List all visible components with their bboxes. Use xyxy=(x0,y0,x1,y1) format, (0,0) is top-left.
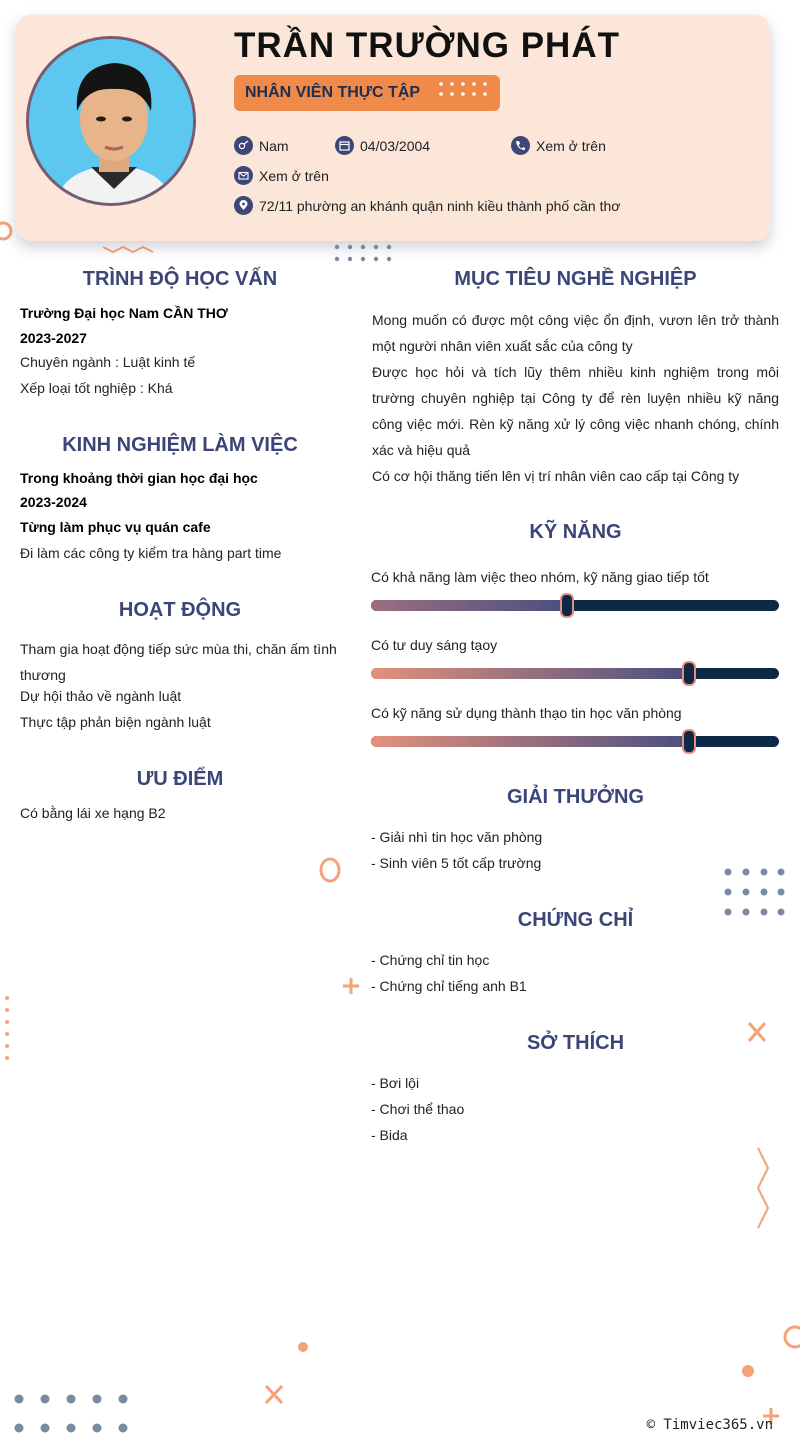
email-row xyxy=(234,166,329,185)
strengths-item: Có bằng lái xe hạng B2 xyxy=(20,805,166,821)
birthday-row xyxy=(335,136,430,155)
education-years: 2023-2027 xyxy=(20,330,87,346)
avatar xyxy=(29,39,196,206)
phone-icon xyxy=(511,136,530,155)
experience-period: Trong khoảng thời gian học đại học xyxy=(20,470,258,486)
experience-years: 2023-2024 xyxy=(20,494,87,510)
objective-paragraph: Mong muốn có được một công việc ổn định, vươn lên trở thành một người nhân viên xuất sắc của công ty xyxy=(372,312,779,354)
objective-paragraph: Được học hỏi và tích lũy thêm nhiều kinh nghiệm trong môi trường chuyên nghiệp tại Công ty để rèn luyện nhiều kỹ năng công việc mới. Rèn kỹ năng xử lý công việc nhanh chóng, chính xác và hiệu quả xyxy=(372,364,779,458)
activities-item: Dự hội thảo về ngành luật xyxy=(20,688,182,704)
birthday-value: 04/03/2004 xyxy=(360,137,431,154)
hobbies-item: - Bơi lội xyxy=(371,1075,420,1091)
activities-item: Tham gia hoạt động tiếp sức mùa thi, chăn ấm tình thương xyxy=(20,641,337,683)
skill-label: Có khả năng làm việc theo nhóm, kỹ năng giao tiếp tốt xyxy=(371,569,709,585)
strengths-title: ƯU ĐIỂM xyxy=(136,768,224,790)
address-row xyxy=(234,196,620,215)
position-title: NHÂN VIÊN THỰC TẬP xyxy=(245,84,421,101)
certificates-item: - Chứng chỉ tiếng anh B1 xyxy=(371,978,527,994)
address-value: 72/11 phường an khánh quận ninh kiều thành phố cần thơ xyxy=(259,197,621,214)
skill-fill xyxy=(371,736,689,747)
experience-role: Từng làm phục vụ quán cafe xyxy=(20,519,211,535)
gender-value: Nam xyxy=(259,137,289,154)
email-icon xyxy=(234,166,253,185)
skill-bar xyxy=(371,668,779,679)
awards-item: - Sinh viên 5 tốt cấp trường xyxy=(371,855,542,871)
skill-bar xyxy=(371,600,779,611)
experience-description: Đi làm các công ty kiểm tra hàng part time xyxy=(20,545,282,561)
gender-row xyxy=(234,136,289,155)
skill-fill xyxy=(371,668,689,679)
gender-icon xyxy=(234,136,253,155)
certificates-title: CHỨNG CHỈ xyxy=(517,909,634,931)
skill-knob xyxy=(682,729,696,754)
profile-photo xyxy=(26,36,196,206)
skill-label: Có tư duy sáng tạoy xyxy=(371,637,498,653)
phone-row xyxy=(511,136,606,155)
footer-credit: © Timviec365.vn xyxy=(646,1417,773,1433)
awards-item: - Giải nhì tin học văn phòng xyxy=(371,829,543,845)
objective-paragraph: Có cơ hội thăng tiến lên vị trí nhân viên cao cấp tại Công ty xyxy=(372,468,740,484)
education-title: TRÌNH ĐỘ HỌC VẤN xyxy=(82,268,278,290)
skills-title: KỸ NĂNG xyxy=(529,521,622,543)
position-badge xyxy=(234,75,500,111)
skill-knob xyxy=(560,593,574,618)
education-major: Chuyên ngành : Luật kinh tế xyxy=(20,354,196,370)
skill-label: Có kỹ năng sử dụng thành thạo tin học văn phòng xyxy=(371,705,682,721)
skill-bar xyxy=(371,736,779,747)
phone-value: Xem ở trên xyxy=(536,137,606,154)
activities-item: Thực tập phản biện ngành luật xyxy=(20,714,211,730)
education-school: Trường Đại học Nam CẦN THƠ xyxy=(20,305,228,321)
experience-title: KINH NGHIỆM LÀM VIỆC xyxy=(62,434,298,456)
dots-decoration xyxy=(438,81,492,99)
objective-title: MỤC TIÊU NGHỀ NGHIỆP xyxy=(454,268,697,290)
awards-title: GIẢI THƯỞNG xyxy=(507,786,644,808)
hobbies-item: - Bida xyxy=(371,1127,408,1143)
skill-fill xyxy=(371,600,567,611)
candidate-name: TRẦN TRƯỜNG PHÁT xyxy=(234,26,620,65)
hobbies-title: SỞ THÍCH xyxy=(526,1032,625,1054)
certificates-item: - Chứng chỉ tin học xyxy=(371,952,490,968)
activities-title: HOẠT ĐỘNG xyxy=(118,599,242,621)
location-icon xyxy=(234,196,253,215)
skill-knob xyxy=(682,661,696,686)
calendar-icon xyxy=(335,136,354,155)
education-grade: Xếp loại tốt nghiệp : Khá xyxy=(20,380,173,396)
hobbies-item: - Chơi thể thao xyxy=(371,1101,465,1117)
email-value: Xem ở trên xyxy=(259,167,329,184)
